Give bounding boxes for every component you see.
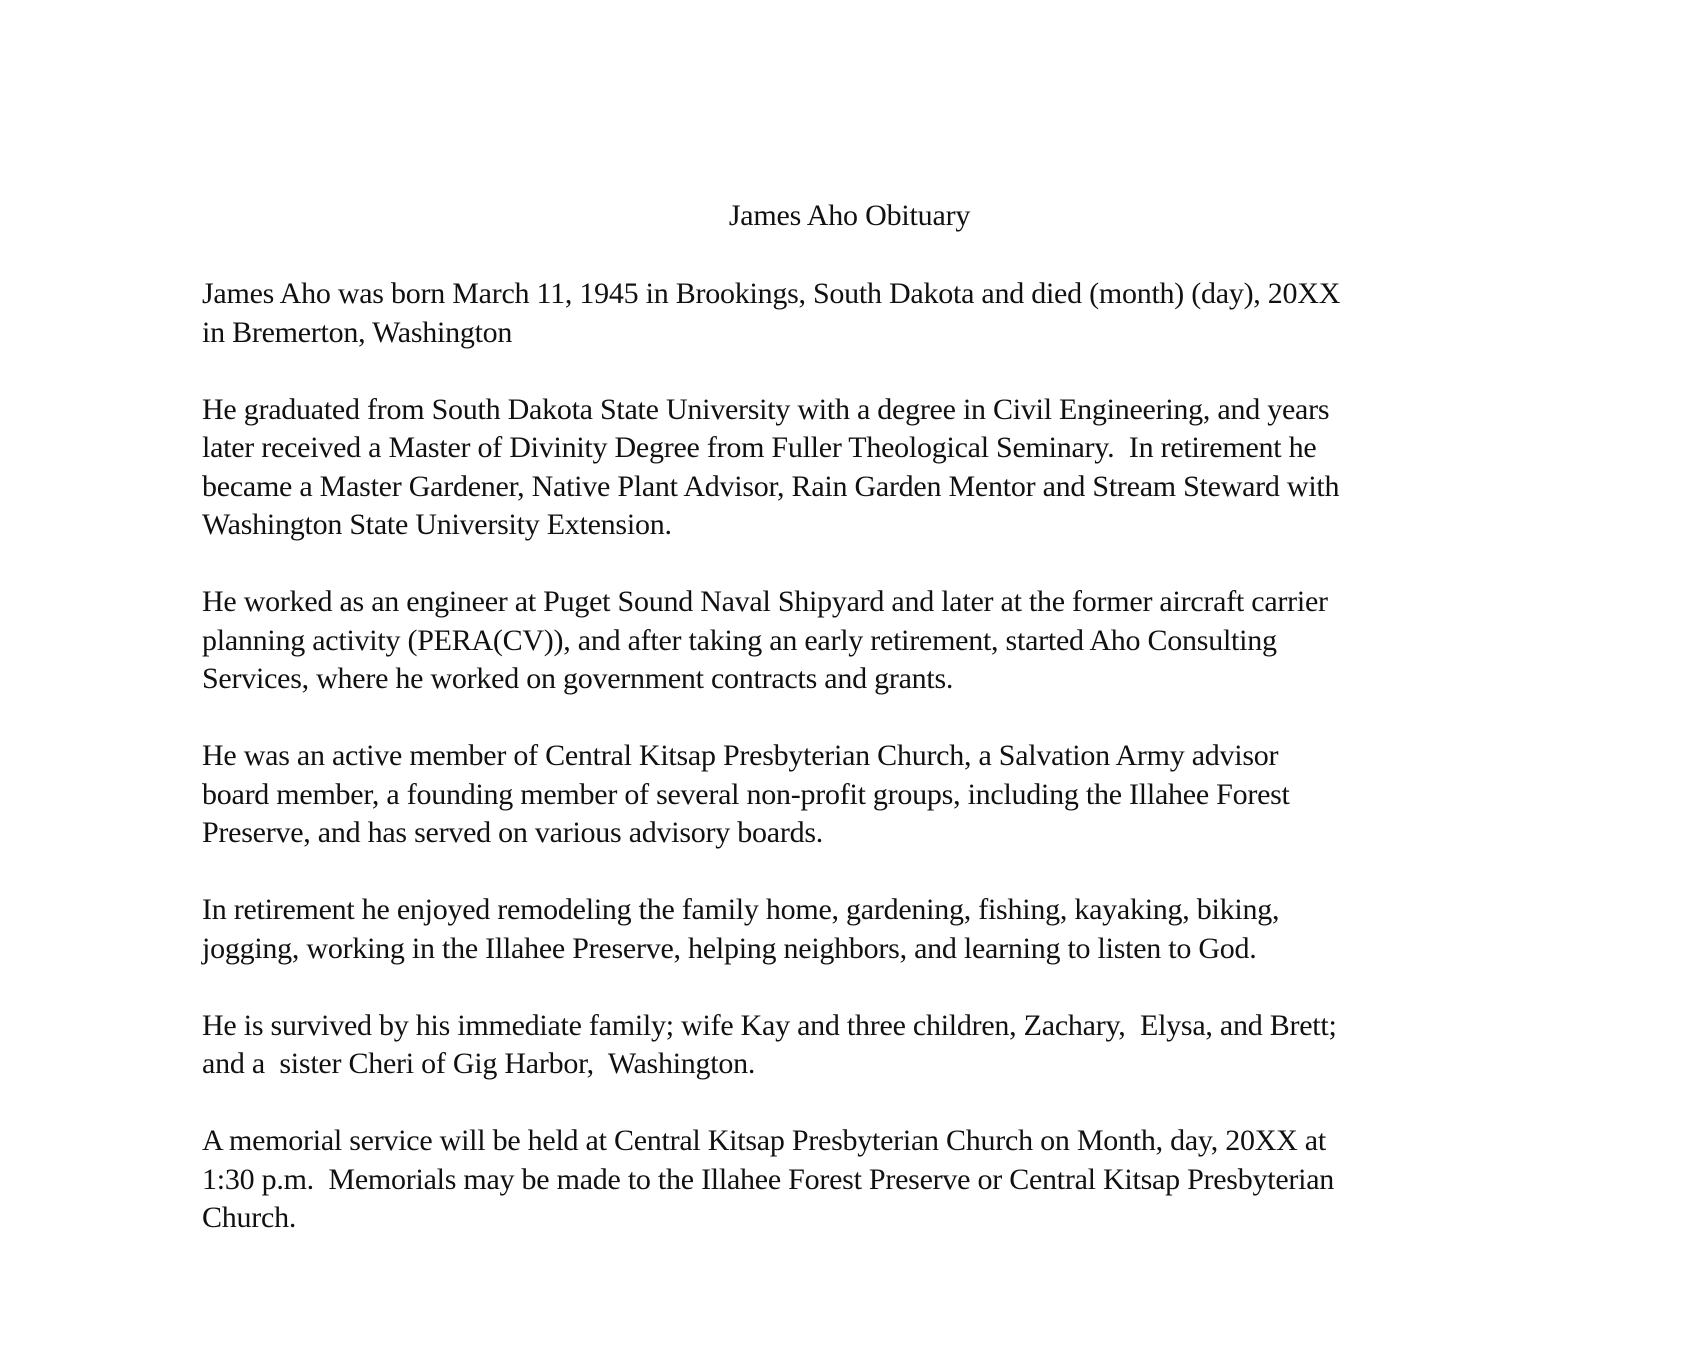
text-line: planning activity (PERA(CV)), and after taking an early retirement, started Aho Consulting [202, 623, 1277, 657]
text-line: Church. [202, 1201, 297, 1234]
text-line: Preserve, and has served on various advisory boards. [202, 816, 823, 849]
text-line: He graduated from South Dakota State University with a degree in Civil Engineering, and years [202, 392, 1330, 426]
text-line: later received a Master of Divinity Degree from Fuller Theological Seminary. In retirement he [202, 431, 1317, 464]
text-line: board member, a founding member of several non-profit groups, including the Illahee Forest [202, 777, 1290, 811]
text-line: He worked as an engineer at Puget Sound Naval Shipyard and later at the former aircraft carrier [202, 585, 1328, 618]
document-body [202, 275, 1522, 1276]
text-line: 1:30 p.m. Memorials may be made to the Illahee Forest Preserve or Central Kitsap Presbyterian [202, 1162, 1335, 1196]
text-line: A memorial service will be held at Central Kitsap Presbyterian Church on Month, day, 20XX at [202, 1124, 1326, 1157]
text-line: and a sister Cheri of Gig Harbor, Washington. [202, 1047, 756, 1080]
text-line: became a Master Gardener, Native Plant Advisor, Rain Garden Mentor and Stream Steward with [202, 469, 1340, 503]
paragraph-memorial-service [202, 1122, 1522, 1238]
paragraph-career [202, 583, 1522, 699]
paragraph-community [202, 737, 1522, 853]
text-line: jogging, working in the Illahee Preserve, helping neighbors, and learning to listen to God. [202, 931, 1257, 965]
document-title: James Aho Obituary [728, 199, 971, 232]
text-line: Washington State University Extension. [202, 508, 672, 541]
text-line: He was an active member of Central Kitsap Presbyterian Church, a Salvation Army advisor [202, 739, 1279, 772]
text-line: James Aho was born March 11, 1945 in Brookings, South Dakota and died (month) (day), 20XX [202, 277, 1341, 310]
text-line: in Bremerton, Washington [202, 315, 513, 349]
text-line: He is survived by his immediate family; wife Kay and three children, Zachary, Elysa, and Brett; [202, 1008, 1337, 1042]
paragraph-hobbies [202, 891, 1522, 968]
paragraph-birth-death [202, 275, 1522, 352]
text-line: Services, where he worked on government contracts and grants. [202, 662, 954, 695]
paragraph-survivors [202, 1007, 1522, 1084]
paragraph-education [202, 391, 1522, 545]
text-line: In retirement he enjoyed remodeling the family home, gardening, fishing, kayaking, biking, [202, 893, 1280, 926]
